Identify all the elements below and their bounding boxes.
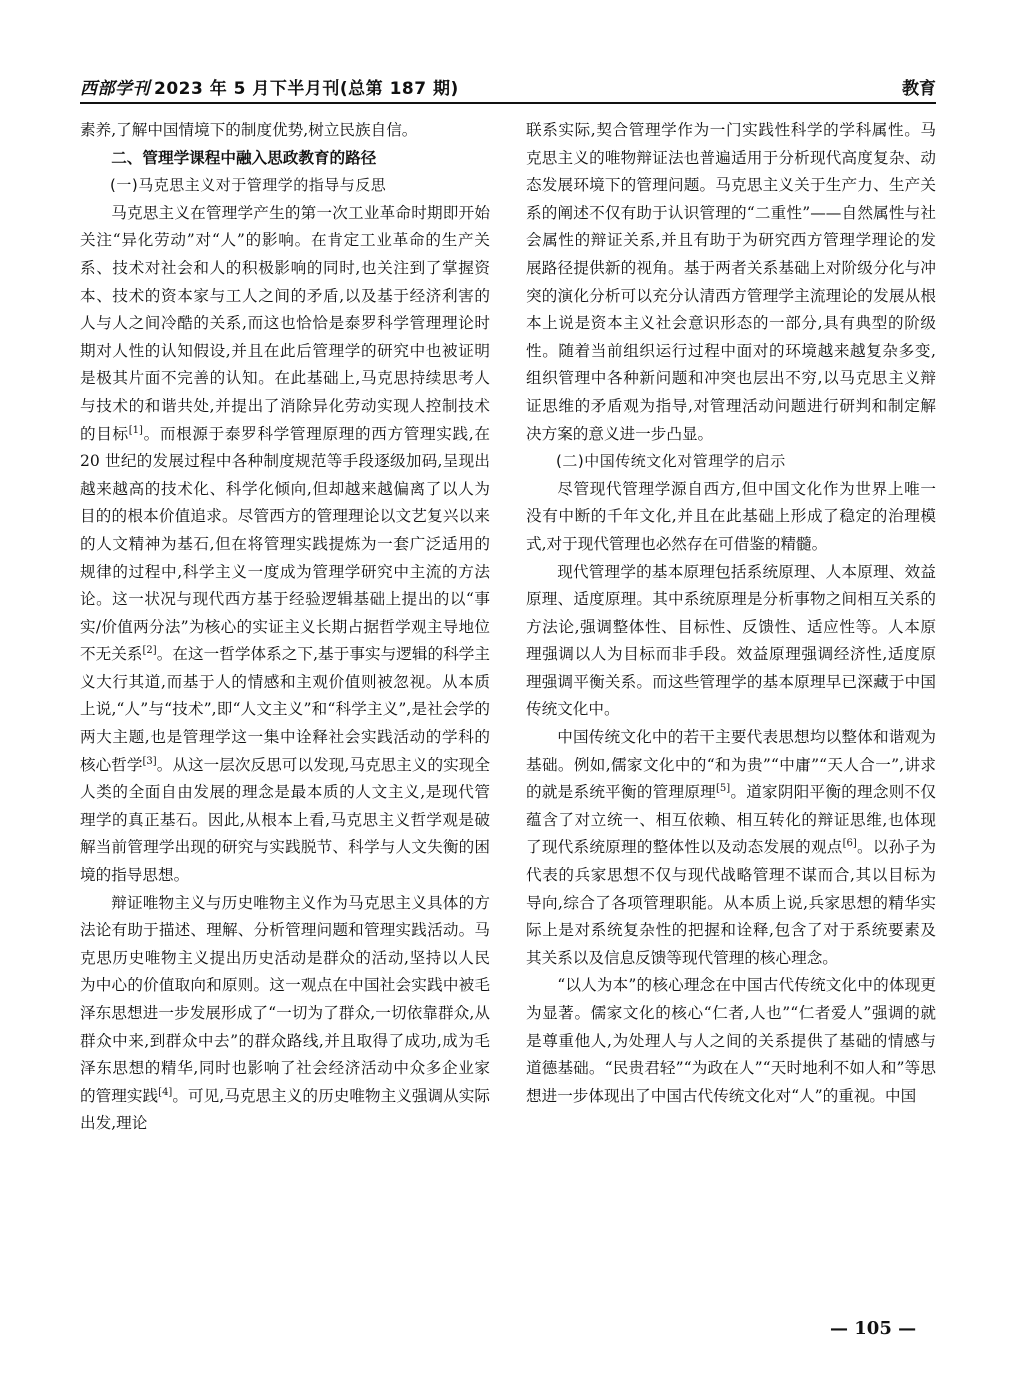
citation-3: [3] — [142, 755, 157, 767]
paragraph-culture-1: 尽管现代管理学源自西方,但中国文化作为世界上唯一没有中断的千年文化,并且在此基础上形成了稳定的治理模式,对于现代管理也必然存在可借鉴的精髓。 — [526, 479, 936, 553]
paragraph-culture-2: 现代管理学的基本原理包括系统原理、人本原理、效益原理、适度原理。其中系统原理是分析事物之间相互关系的方法论,强调整体性、目标性、反馈性、适应性等。人本原理强调以人为目标而非手段。效益原理强调经济性,适度原理强调平衡关系。而这些管理学的基本原理早已深藏于中国传统文化中。 — [526, 562, 936, 719]
journal-issue-line — [80, 74, 459, 99]
citation-2: [2] — [142, 645, 157, 657]
paragraph-culture-4: “以人为本”的核心理念在中国古代传统文化中的体现更为显著。儒家文化的核心“仁者,人也”“仁者爱人”强调的就是尊重他人,为处理人与人之间的关系提供了基础的情感与道德基础。“民贵君轻”“为政在人”“天时地利不如人和”等思想进一步体现出了中国古代传统文化对“人”的重视。中国 — [526, 976, 936, 1105]
left-column — [80, 117, 490, 1138]
paragraph-continued-right: 联系实际,契合管理学作为一门实践性科学的学科属性。马克思主义的唯物辩证法也普遍适用于分析现代高度复杂、动态发展环境下的管理问题。马克思主义关于生产力、生产关系的阐述不仅有助于认识管理的“二重性”——自然属性与社会属性的辩证关系,并且有助于为研究西方管理学理论的发展路径提供新的视角。基于两者关系基础上对阶级分化与冲突的演化分析可以充分认清西方管理学主流理论的发展从根本上说是资本主义社会意识形态的一部分,具有典型的阶级性。随着当前组织运行过程中面对的环境越来越复杂多变,组织管理中各种新问题和冲突也层出不穷,以马克思主义辩证思维的矛盾观为指导,对管理活动问题进行研判和制定解决方案的意义进一步凸显。 — [526, 121, 936, 443]
section-label: 教育 — [902, 79, 936, 99]
citation-5: [5] — [715, 783, 731, 795]
citation-6: [6] — [842, 838, 857, 850]
page-header — [80, 72, 936, 104]
paragraph-marxism-1: 马克思主义在管理学产生的第一次工业革命时期即开始关注“异化劳动”对“人”的影响。在肯定工业革命的生产关系、技术对社会和人的积极影响的同时,也关注到了掌握资本、技术的资本家与工人之间的矛盾,以及基于经济利害的人与人之间冷酷的关系,而这也恰恰是泰罗科学管理理论时期对人性的认知假设,并且在此后管理学的研究中也被证明是极其片面不完善的认知。在此基础上,马克思持续思考人与技术的和谐共处,并提出了消除异化劳动实现人控制技术的目标[1]。而根源于泰罗科学管理原理的西方管理实践,在 20 世纪的发展过程中各种制度规范等手段逐级加码,呈现出越来越高的技术化、科学化倾向,但却越来越偏离了以人为目的的根本价值追求。尽管西方的管理理论以文艺复兴以来的人文精神为基石,但在将管理实践提炼为一套广泛适用的规律的过程中,科学主义一度成为管理学研究中主流的方法论。这一状况与现代西方基于经验逻辑基础上提出的以“事实/价值两分法”为核心的实证主义长期占据哲学观主导地位不无关系[2]。在这一哲学体系之下,基于事实与逻辑的科学主义大行其道,而基于人的情感和主观价值则被忽视。从本质上说,“人”与“技术”,即“人文主义”和“科学主义”,是社会学的两大主题,也是管理学这一集中诠释社会实践活动的学科的核心哲学[3]。从这一层次反思可以发现,马克思主义的实现全人类的全面自由发展的理念是最本质的人文主义,是现代管理学的真正基石。因此,从根本上看,马克思主义哲学观是破解当前管理学出现的研究与实践脱节、科学与人文失衡的困境的指导思想。 — [80, 203, 490, 885]
right-column — [526, 117, 936, 1110]
section-heading: 二、管理学课程中融入思政教育的路径 — [111, 148, 377, 167]
page-number: — 105 — — [830, 1318, 917, 1339]
paragraph-continued: 素养,了解中国情境下的制度优势,树立民族自信。 — [80, 121, 418, 139]
citation-1: [1] — [128, 424, 143, 436]
subsection-heading-2: (二)中国传统文化对管理学的启示 — [556, 452, 786, 471]
paragraph-marxism-2: 辩证唯物主义与历史唯物主义作为马克思主义具体的方法论有助于描述、理解、分析管理问题和管理实践活动。马克思历史唯物主义提出历史活动是群众的活动,坚持以人民为中心的价值取向和原则。这一观点在中国社会实践中被毛泽东思想进一步发展形成了“一切为了群众,一切依靠群众,从群众中来,到群众中去”的群众路线,并且取得了成功,成为毛泽东思想的精华,同时也影响了社会经济活动中众多企业家的管理实践[4]。可见,马克思主义的历史唯物主义强调从实际出发,理论 — [80, 893, 490, 1133]
paragraph-culture-3: 中国传统文化中的若干主要代表思想均以整体和谐观为基础。例如,儒家文化中的“和为贵”“中庸”“天人合一”,讲求的就是系统平衡的管理原理[5]。道家阴阳平衡的理念则不仅蕴含了对立统一、相互依赖、相互转化的辩证思维,也体现了现代系统原理的整体性以及动态发展的观点[6]。以孙子为代表的兵家思想不仅与现代战略管理不谋而合,其以目标为导向,综合了各项管理职能。从本质上说,兵家思想的精华实际上是对系统复杂性的把握和诠释,包含了对于系统要素及其关系以及信息反馈等现代管理的核心理念。 — [526, 728, 936, 967]
issue-info: 2023 年 5 月下半月刊(总第 187 期) — [154, 79, 459, 99]
journal-name: 西部学刊 — [80, 79, 150, 99]
subsection-heading-1: (一)马克思主义对于管理学的指导与反思 — [110, 176, 387, 195]
citation-4: [4] — [158, 1086, 173, 1098]
